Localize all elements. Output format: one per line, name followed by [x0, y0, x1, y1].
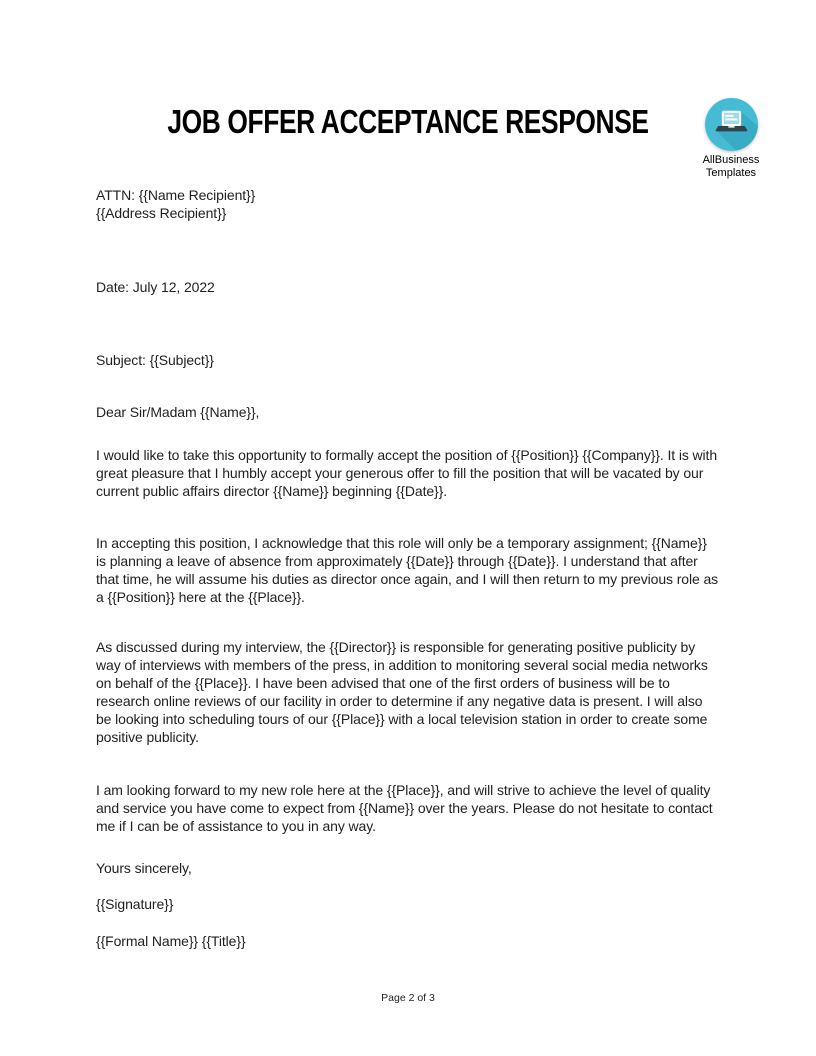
closing-line: Yours sincerely, [96, 860, 192, 876]
address-line: {{Address Recipient}} [96, 205, 227, 221]
body-paragraph-2: In accepting this position, I acknowledge that this role will only be a temporary assignment; {{Name}} is planning a leave of absence from approximately {{Date}} through {{Date}}. I understand that after that time, he will assume his duties as director once again, and I will then return to my previous role as a {{Position}} here at the {{Place}}. [96, 535, 719, 605]
logo-wordmark-line1: AllBusiness [702, 154, 760, 166]
laptop-icon [705, 98, 758, 151]
allbusiness-logo [688, 98, 774, 179]
salutation: Dear Sir/Madam {{Name}}, [96, 404, 260, 420]
attn-line: ATTN: {{Name Recipient}} [96, 187, 256, 203]
signoff-line: {{Formal Name}} {{Title}} [96, 933, 246, 949]
body-paragraph-1: I would like to take this opportunity to formally accept the position of {{Position}} {{Company}}. It is with great pleasure that I humbly accept your generous offer to fill the position that will be vacated by our current public affairs director {{Name}} beginning {{Date}}. [96, 447, 718, 499]
body-paragraph-3: As discussed during my interview, the {{Director}} is responsible for generating positive publicity by way of interviews with members of the press, in addition to monitoring several social media networks on behalf of the {{Place}}. I have been advised that one of the first orders of business will be to research online reviews of our facility in order to determine if any negative data is present. I will also be looking into scheduling tours of our {{Place}} with a local television station in order to create some positive publicity. [96, 639, 708, 745]
signature-placeholder: {{Signature}} [96, 896, 174, 912]
logo-wordmark-line2: Templates [705, 166, 757, 179]
logo-wordmark [688, 154, 774, 179]
page-title: JOB OFFER ACCEPTANCE RESPONSE [167, 103, 649, 140]
body-paragraph-4: I am looking forward to my new role here at the {{Place}}, and will strive to achieve the level of quality and service you have come to expect from {{Name}} over the years. Please do not hesitate to contact me if I can be of assistance to you in any way. [96, 782, 713, 834]
date-line: Date: July 12, 2022 [96, 279, 215, 295]
recipient-block [96, 186, 720, 222]
subject-line: Subject: {{Subject}} [96, 352, 214, 368]
page-number: Page 2 of 3 [381, 992, 435, 1004]
